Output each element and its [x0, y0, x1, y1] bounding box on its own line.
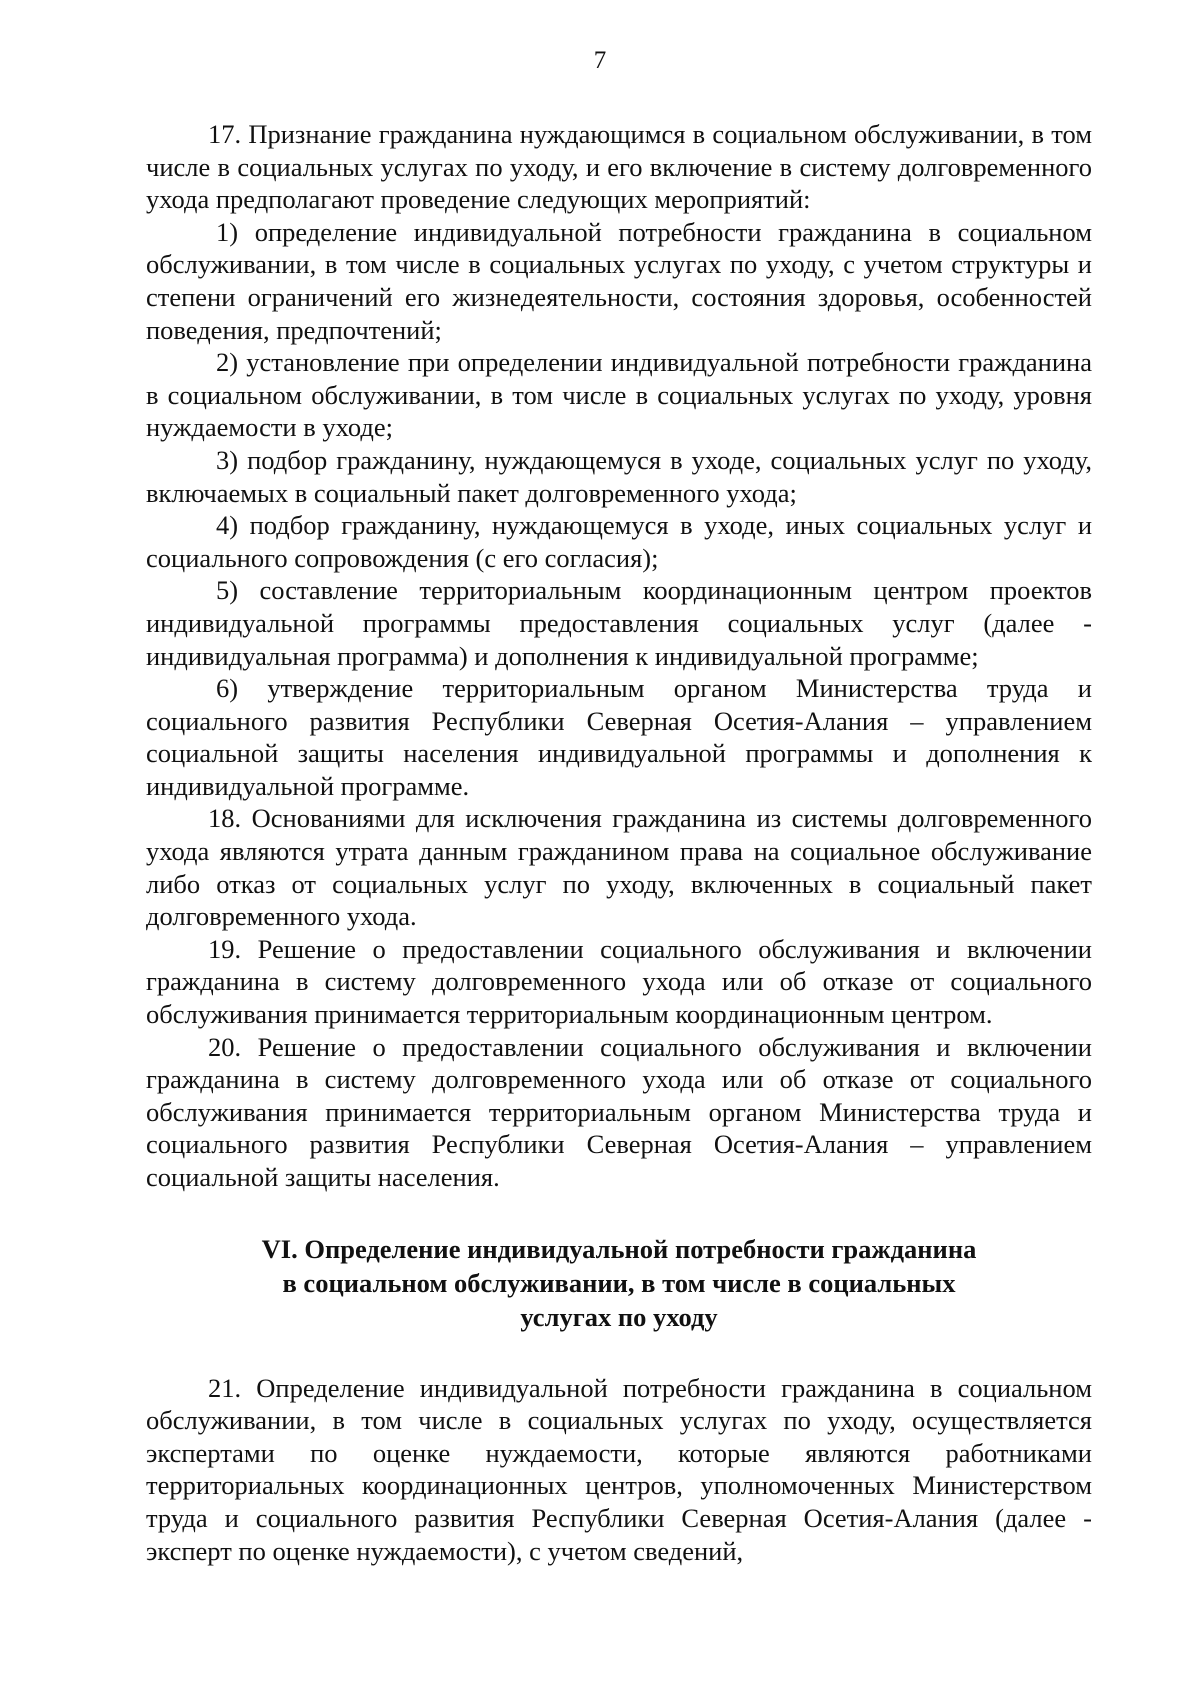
list-subitem: 4) подбор гражданину, нуждающемуся в уходе, иных социальных услуг и социального сопровождения (с его согласия);	[146, 510, 1092, 573]
list-subitem: 2) установление при определении индивидуальной потребности гражданина в социальном обслуживании, в том числе в социальных услугах по уходу, уровня нуждаемости в уходе;	[146, 347, 1092, 443]
list-subitem: 5) составление территориальным координационным центром проектов индивидуальной программы предоставления социальных услуг (далее - индивидуальная программа) и дополнения к индивидуальной программе;	[146, 575, 1092, 671]
paragraph-list	[146, 1372, 1092, 1568]
numbered-paragraph: 18. Основаниями для исключения гражданина из системы долговременного ухода являются утрата данным гражданином права на социальное обслуживание либо отказ от социальных услуг по уходу, включенных в социальный пакет долговременного ухода.	[146, 803, 1092, 932]
numbered-paragraph: 20. Решение о предоставлении социального обслуживания и включении гражданина в систему долговременного ухода или об отказе от социального обслуживания принимается территориальным органом Министерства труда и социального развития Республики Северная Осетия-Алания – управлением социальной защиты населения.	[146, 1031, 1092, 1192]
document-body	[146, 118, 1092, 1567]
numbered-paragraph: 17. Признание гражданина нуждающимся в социальном обслуживании, в том числе в социальных услугах по уходу, и его включение в систему долговременного ухода предполагают проведение следующих мероприятий:	[146, 119, 1092, 215]
numbered-paragraph: 21. Определение индивидуальной потребности гражданина в социальном обслуживании, в том числе в социальных услугах по уходу, осуществляется экспертами по оценке нуждаемости, которые являются работниками территориальных координационных центров, уполномоченных Министерством труда и социального развития Республики Северная Осетия-Алания (далее - эксперт по оценке нуждаемости), с учетом сведений,	[146, 1372, 1092, 1566]
paragraph-list	[146, 118, 1092, 1194]
section-heading: VI. Определение индивидуальной потребности гражданина в социальном обслуживании, в том числе в социальных услугах по уходу	[261, 1233, 977, 1332]
list-subitem: 1) определение индивидуальной потребности гражданина в социальном обслуживании, в том числе в социальных услугах по уходу, с учетом структуры и степени ограничений его жизнедеятельности, состояния здоровья, особенностей поведения, предпочтений;	[146, 216, 1092, 345]
list-subitem: 3) подбор гражданину, нуждающемуся в уходе, социальных услуг по уходу, включаемых в социальный пакет долговременного ухода;	[146, 444, 1092, 508]
list-subitem: 6) утверждение территориальным органом Министерства труда и социального развития Республики Северная Осетия-Алания – управлением социальной защиты населения индивидуальной программы и дополнения к индивидуальной программе.	[146, 673, 1092, 801]
page-number: 7	[593, 47, 607, 74]
numbered-paragraph: 19. Решение о предоставлении социального обслуживания и включении гражданина в систему долговременного ухода или об отказе от социального обслуживания принимается территориальным координационным центром.	[146, 933, 1092, 1030]
